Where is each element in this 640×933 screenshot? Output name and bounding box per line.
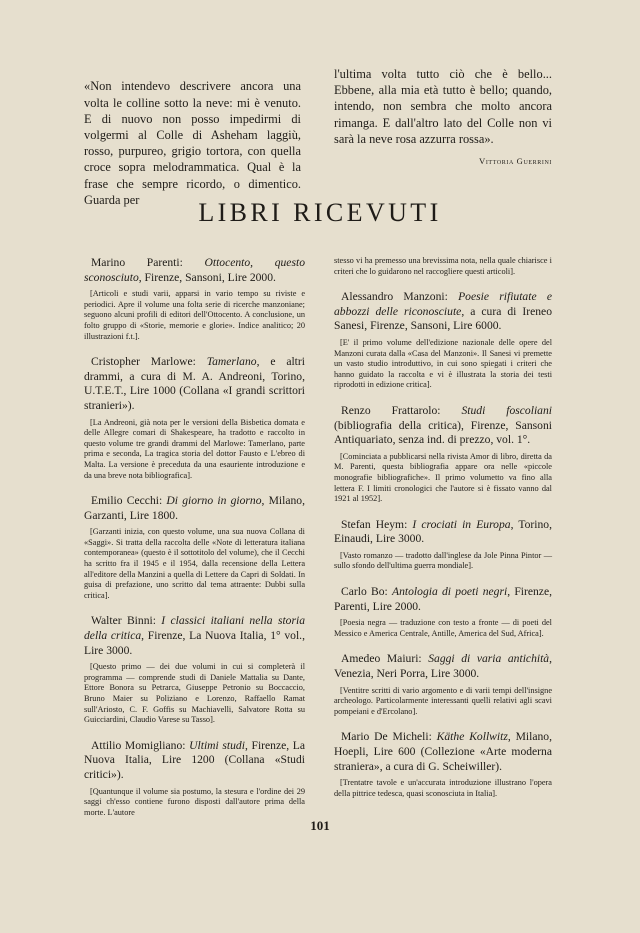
entry-details: , a cura di Ireneo Sanesi, Firenze, Sansoni, Lire 6000. xyxy=(334,304,552,333)
entry-heading: Alessandro Manzoni: Poesie rifiutate e abbozzi delle riconosciute, a cura di Ireneo Sanesi, Firenze, Sansoni, Lire 6000. xyxy=(334,290,552,333)
entry-heading: Renzo Frattarolo: Studi foscoliani (bibliografia della critica), Firenze, Sansoni Antiquariato, senza ind. di prezzo, vol. 1°. xyxy=(334,403,552,447)
right-column xyxy=(334,256,552,812)
left-column xyxy=(84,256,305,831)
entry-title: Studi foscoliani xyxy=(461,403,552,417)
entry-details: , e altri drammi, a cura di M. A. Andreoni, Torino, U.T.E.T., Lire 1000 (Collana «I grandi scrittori stranieri»). xyxy=(84,355,305,412)
entry-note: [Poesia negra — traduzione con testo a fronte — di poeti del Messico e America Centrale, Antille, America del Sud, Africa]. xyxy=(334,618,552,638)
book-entry xyxy=(334,585,552,639)
intro-quote-left: «Non intendevo descrivere ancora una volta le colline sotto la neve: mi è venuto. E di nuovo non posso impedirmi di volgermi al Colle di Asheham laggiù, rosso, purpureo, grigio tortora, con quella croce sopra melodrammatica. Qual è la frase che sempre ricordo, o dimentico. Guarda per xyxy=(84,79,301,207)
entry-heading: Stefan Heym: I crociati in Europa, Torino, Einaudi, Lire 3000. xyxy=(334,517,552,546)
entry-title: Di giorno in giorno xyxy=(166,494,262,508)
entry-note: [Garzanti inizia, con questo volume, una sua nuova Collana di «Saggi». Si tratta della raccolta delle «Note di letteratura italiana contemporanea» (questo è il sottotitolo del volume), che il Cecchi ha scritto fra il 1945 e il 1954, dalla recensione della Lettera all'editore della Manzini a quella di Lettere da Capri di Soldati. In guisa di prefazione, uno scritto dal tema attraente: Dubbi sulla critica]. xyxy=(84,527,305,600)
entry-author: Cristopher Marlowe xyxy=(91,355,193,369)
entry-author: Alessandro Manzoni xyxy=(341,290,445,304)
entry-details: , Firenze, La Nuova Italia, Lire 1200 (Collana «Studi critici»). xyxy=(84,738,306,781)
book-entry xyxy=(334,652,552,717)
entry-author: Renzo Frattarolo xyxy=(341,403,438,417)
book-entry xyxy=(334,404,552,505)
entry-author: Emilio Cecchi xyxy=(91,494,159,508)
entry-details: (bibliografia della critica), Firenze, Sansoni Antiquariato, senza ind. di prezzo, vol. 1°. xyxy=(334,418,552,447)
entry-note: [Ventitre scritti di vario argomento e di varii tempi dell'insigne archeologo. Particolarmente interessanti quelli relativi agli scavi pompeiani e d'Ercolano]. xyxy=(334,685,552,716)
entry-heading: Amedeo Maiuri: Saggi di varia antichità, Venezia, Neri Porra, Lire 3000. xyxy=(334,652,553,681)
note-continuation: stesso vi ha premesso una brevissima nota, nella quale chiarisce i criteri che lo guidarono nel raccogliere questi articoli]. xyxy=(334,256,552,276)
entry-author: Walter Binni xyxy=(91,614,153,628)
book-entry xyxy=(84,256,305,342)
entry-title: Käthe Kollwitz xyxy=(436,730,508,744)
entry-title: I classici italiani nella storia della critica xyxy=(84,614,305,643)
intro-quote-right-text: l'ultima volta tutto ciò che è bello... Ebbene, alla mia età tutto è bello; quando, intendo, non sembra che molto ancora rimanga. E dall'altro lato del Colle non vi sarà la neve rosa azzurra rossa». xyxy=(334,67,552,146)
entry-heading: Attilio Momigliano: Ultimi studi, Firenze, La Nuova Italia, Lire 1200 (Collana «Studi critici»). xyxy=(84,738,306,781)
author-signature: Vittoria Guerrini xyxy=(479,156,552,167)
entry-author: Carlo Bo xyxy=(341,585,385,599)
entry-note: [Quantunque il volume sia postumo, la stesura e l'ordine dei 29 saggi ch'esso contiene furono disposti dall'autore prima della morte. L'autore xyxy=(84,786,305,817)
entry-heading: Marino Parenti: Ottocento, questo sconosciuto, Firenze, Sansoni, Lire 2000. xyxy=(84,256,305,284)
entry-note: [E' il primo volume dell'edizione nazionale delle opere del Manzoni curata dalla «Casa del Manzoni». Il Sanesi vi premette un vasto studio introduttivo, in cui sono spiegati i criteri che hanno guidato la raccolta e vi è illustrata la storia dei testi riprodotti in edizione critica]. xyxy=(334,337,552,390)
entry-title: Tamerlano xyxy=(206,355,257,369)
book-entry xyxy=(334,290,552,391)
entry-heading: Mario De Micheli: Käthe Kollwitz, Milano, Hoepli, Lire 600 (Collezione «Arte moderna straniera», a cura di G. Scheiwiller). xyxy=(334,730,552,773)
entry-details: , Torino, Einaudi, Lire 3000. xyxy=(334,517,552,546)
entry-title: Ultimi studi xyxy=(189,738,245,752)
entry-title: Antologia di poeti negri xyxy=(392,585,508,599)
entry-note: [Articoli e studi varii, apparsi in vario tempo su riviste e periodici. Apre il volume una folta serie di ricerche manzoniane; seguono alcuni profili di editori dell'Ottocento. A conclusione, un folto gruppo di «Storie, memorie e glorie». Indice analitico; 20 illustrazioni f.t.]. xyxy=(84,289,305,341)
entry-note: [Trentatre tavole e un'accurata introduzione illustrano l'opera della pittrice tedesca, quasi sconosciuta in Italia]. xyxy=(334,778,552,798)
entry-details: , Milano, Hoepli, Lire 600 (Collezione «Arte moderna straniera», a cura di G. Scheiwiller). xyxy=(334,730,552,773)
entry-author: Attilio Momigliano xyxy=(91,738,183,752)
entry-author: Amedeo Maiuri xyxy=(341,652,419,666)
entry-author: Mario De Micheli xyxy=(341,730,429,744)
book-entry xyxy=(84,355,305,481)
entry-details: , Firenze, La Nuova Italia, 1° vol., Lire 3000. xyxy=(84,629,305,657)
entry-title: I crociati in Europa xyxy=(412,517,511,531)
book-entry xyxy=(334,518,552,572)
entry-note: [Questo primo — dei due volumi in cui si completerà il programma — comprende studi di Daniele Mattalia su Dante, Ettore Bonora su Petrarca, Giuseppe Petronio su Boccaccio, Bruno Maier su Poliziano e Lorenzo, Raffaello Ramat sull'Ariosto, C. F. Goffis su Machiavelli, Salvatore Rotta su Guicciardini, Claudio Varese su Tasso]. xyxy=(84,662,305,725)
entry-author: Stefan Heym xyxy=(341,517,405,531)
book-entry xyxy=(84,739,305,819)
intro-quote-right xyxy=(334,66,552,169)
entry-details: , Venezia, Neri Porra, Lire 3000. xyxy=(334,652,553,681)
page-number: 101 xyxy=(310,818,330,833)
entry-title: Poesie rifiutate e abbozzi delle riconosciute xyxy=(334,290,552,318)
book-entry xyxy=(84,614,305,725)
entry-note: [Cominciata a pubblicarsi nella rivista Amor di libro, diretta da M. Parenti, questa bibliografia appare ora nelle «piccole monografie bibliografiche». Il primo volumetto va fino alla lettera F. I limiti cronologici che l'autore si è fissato vanno dal 1921 al 1952]. xyxy=(334,451,552,504)
entry-heading: Walter Binni: I classici italiani nella storia della critica, Firenze, La Nuova Italia, 1° vol., Lire 3000. xyxy=(84,614,305,657)
entry-details: , Firenze, Parenti, Lire 2000. xyxy=(334,585,552,613)
entry-author: Marino Parenti xyxy=(91,256,180,269)
book-entry xyxy=(334,730,552,799)
entry-title: Ottocento, questo sconosciuto xyxy=(84,256,305,284)
entry-details: , Firenze, Sansoni, Lire 2000. xyxy=(138,270,276,284)
section-title: LIBRI RICEVUTI xyxy=(198,198,442,227)
entry-note: [La Andreoni, già nota per le versioni della Bisbetica domata e delle Allegre comari di Shakespeare, ha tradotto e raccolto in questo volume tre grandi drammi del Marlowe: Tamerlano, parte prima e seconda, La tragica storia del dottor Fausto e L'ebreo di Malta. La versione è preceduta da una esauriente introduzione e da una breve nota bibliografica]. xyxy=(84,417,305,480)
entry-heading: Emilio Cecchi: Di giorno in giorno, Milano, Garzanti, Lire 1800. xyxy=(84,494,305,522)
entry-note: [Vasto romanzo — tradotto dall'inglese da Jole Pinna Pintor — sullo sfondo dell'ultima guerra mondiale]. xyxy=(334,550,552,571)
entry-title: Saggi di varia antichità xyxy=(428,652,550,666)
book-entry xyxy=(84,494,305,601)
entry-details: , Milano, Garzanti, Lire 1800. xyxy=(84,494,305,522)
entry-heading: Cristopher Marlowe: Tamerlano, e altri drammi, a cura di M. A. Andreoni, Torino, U.T.E.T., Lire 1000 (Collana «I grandi scrittori stranieri»). xyxy=(84,355,305,412)
entry-heading: Carlo Bo: Antologia di poeti negri, Firenze, Parenti, Lire 2000. xyxy=(334,585,552,613)
